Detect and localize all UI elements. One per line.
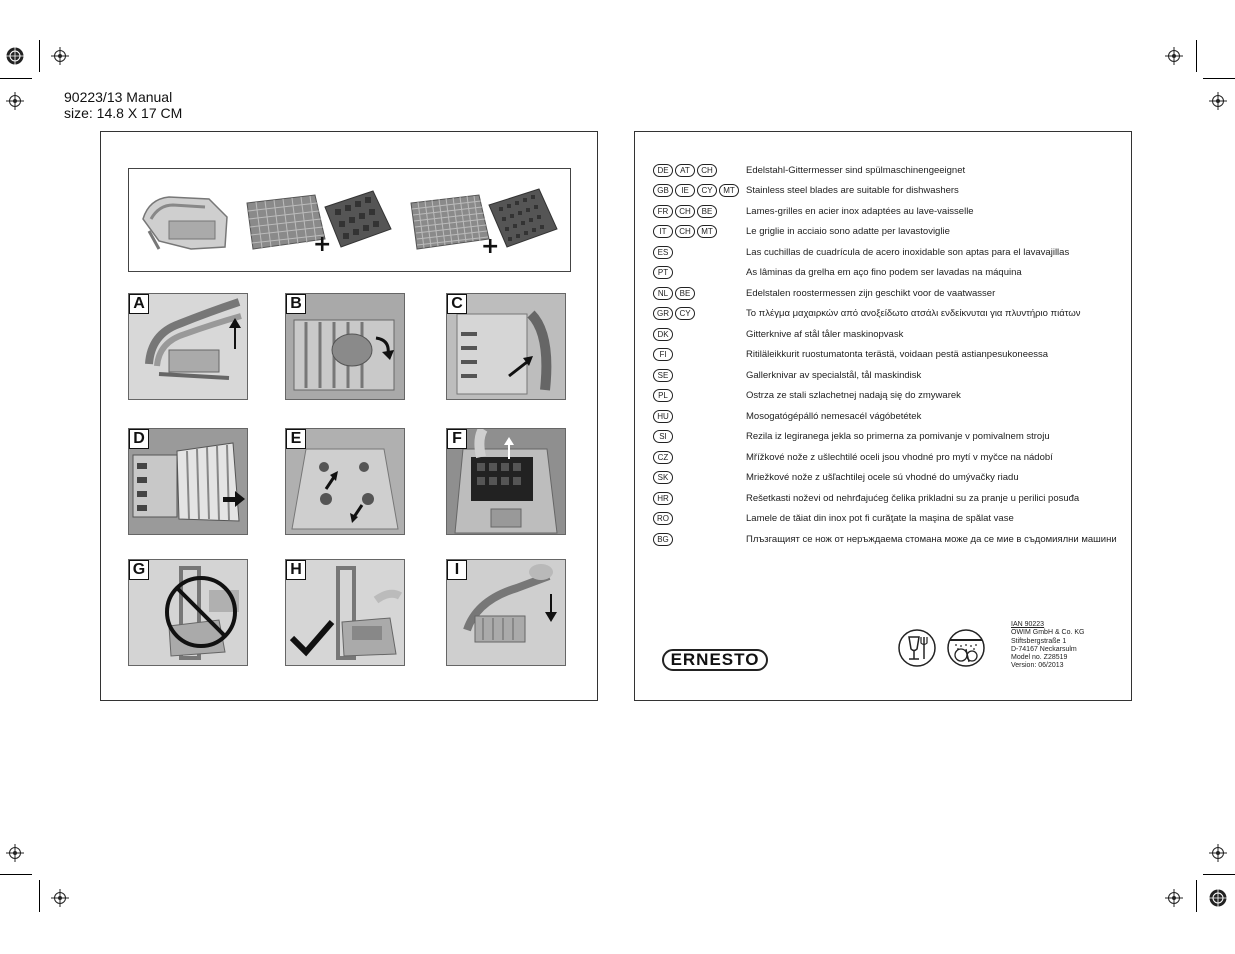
- country-codes: [653, 225, 746, 238]
- country-badge: SK: [653, 471, 673, 484]
- company-street: Stiftsbergstraße 1: [1011, 637, 1067, 645]
- country-badge: CH: [675, 205, 695, 218]
- lang-row-sk: [653, 469, 1019, 487]
- pusher-large-icon: [325, 191, 391, 247]
- step-h: [285, 559, 405, 666]
- dishwasher-info-panel: [634, 131, 1132, 701]
- manual-size: size: 14.8 X 17 CM: [64, 105, 183, 121]
- country-badge: PT: [653, 266, 673, 279]
- country-badge: BG: [653, 533, 673, 546]
- country-badge: MT: [719, 184, 739, 197]
- step-d: [128, 428, 248, 535]
- country-badge: RO: [653, 512, 673, 525]
- registration-disc-icon: [6, 47, 24, 65]
- trim-line: [0, 874, 32, 875]
- lang-row-hu: [653, 407, 921, 425]
- country-badge: HR: [653, 492, 673, 505]
- lang-text: Stainless steel blades are suitable for dishwashers: [746, 185, 959, 196]
- country-badge: FI: [653, 348, 673, 361]
- step-i: [446, 559, 566, 666]
- lang-text: Ostrza ze stali szlachetnej nadają się do zmywarek: [746, 390, 961, 401]
- parts-illustration: [129, 169, 570, 271]
- lang-row-nl: [653, 284, 995, 302]
- country-badge: CZ: [653, 451, 673, 464]
- country-badge: NL: [653, 287, 673, 300]
- country-codes: [653, 369, 746, 382]
- country-badge: CY: [697, 184, 717, 197]
- step-b: [285, 293, 405, 400]
- lang-text: As lâminas da grelha em aço fino podem ser lavadas na máquina: [746, 267, 1022, 278]
- country-codes: [653, 492, 746, 505]
- plus-icon: +: [481, 234, 500, 259]
- company-info: [1011, 621, 1085, 671]
- lang-row-cz: [653, 448, 1053, 466]
- step-letter: F: [447, 429, 467, 449]
- manual-id: 90223/13 Manual: [64, 89, 173, 105]
- registration-crosshair-icon: [1165, 889, 1183, 907]
- step-a: [128, 293, 248, 400]
- brand-logo: ERNESTO: [662, 649, 768, 671]
- lang-text: Mosogatógépálló nemesacél vágóbetétek: [746, 410, 922, 422]
- country-codes: [653, 246, 746, 259]
- country-badge: IE: [675, 184, 695, 197]
- lang-row-es: [653, 243, 1069, 261]
- country-badge: DK: [653, 328, 673, 341]
- country-codes: [653, 164, 746, 177]
- ian-number: IAN 90223: [1011, 621, 1045, 628]
- country-badge: DE: [653, 164, 673, 177]
- country-codes: [653, 430, 746, 443]
- lang-row-se: [653, 366, 921, 384]
- country-codes: [653, 328, 746, 341]
- registration-crosshair-icon: [1209, 844, 1227, 862]
- step-c: [446, 293, 566, 400]
- step-letter: I: [447, 560, 467, 580]
- lang-text: Edelstalen roostermessen zijn geschikt voor de vaatwasser: [746, 287, 996, 299]
- lang-text: Las cuchillas de cuadrícula de acero inoxidable son aptas para el lavavajillas: [746, 246, 1070, 258]
- registration-crosshair-icon: [51, 47, 69, 65]
- model-number: Model no. Z28519: [1011, 654, 1068, 662]
- country-badge: GB: [653, 184, 673, 197]
- trim-line: [1203, 874, 1235, 875]
- country-codes: [653, 307, 746, 320]
- country-codes: [653, 533, 746, 546]
- food-safe-icon: [897, 629, 937, 667]
- country-codes: [653, 205, 746, 218]
- lang-text: Gallerknivar av specialstål, tål maskindisk: [746, 369, 922, 381]
- country-codes: [653, 410, 746, 423]
- parts-overview: [128, 168, 571, 272]
- step-letter: B: [286, 294, 306, 314]
- lang-row-dk: [653, 325, 903, 343]
- registration-crosshair-icon: [1165, 47, 1183, 65]
- step-g: [128, 559, 248, 666]
- registration-crosshair-icon: [6, 92, 24, 110]
- country-badge: CH: [675, 225, 695, 238]
- instructions-panel: [100, 131, 598, 701]
- step-letter: G: [129, 560, 149, 580]
- country-badge: BE: [697, 205, 717, 218]
- country-badge: GR: [653, 307, 673, 320]
- lang-text: Το πλέγμα μαχαιρκών από ανοξείδωτο ατσάλι ενδείκνυται για πλυντήριο πιάτων: [746, 308, 1081, 319]
- country-codes: [653, 266, 746, 279]
- registration-disc-icon: [1209, 889, 1227, 907]
- country-codes: [653, 451, 746, 464]
- step-letter: A: [129, 294, 149, 314]
- lang-text: Lamele de tăiat din inox pot fi curăţate la maşina de spălat vase: [746, 513, 1014, 524]
- country-badge: CH: [697, 164, 717, 177]
- lang-text: Lames-grilles en acier inox adaptées au lave-vaisselle: [746, 205, 974, 217]
- trim-line: [0, 78, 32, 79]
- lang-row-it: [653, 223, 950, 241]
- step-letter: H: [286, 560, 306, 580]
- lang-row-si: [653, 428, 1050, 446]
- country-codes: [653, 184, 746, 197]
- lang-text: Rešetkasti noževi od nehrđajućeg čelika prikladni su za pranje u perilici posuđa: [746, 492, 1080, 504]
- step-letter: D: [129, 429, 149, 449]
- lang-text: Edelstahl-Gittermesser sind spülmaschinengeeignet: [746, 164, 966, 176]
- country-badge: MT: [697, 225, 717, 238]
- lang-row-bg: [653, 530, 1117, 548]
- step-letter: E: [286, 429, 306, 449]
- company-name: OWIM GmbH & Co. KG: [1011, 629, 1085, 637]
- lang-text: Mřížkové nože z ušlechtilé oceli jsou vhodné pro mytí v myčce na nádobí: [746, 451, 1053, 463]
- country-badge: SI: [653, 430, 673, 443]
- country-codes: [653, 389, 746, 402]
- lang-row-hr: [653, 489, 1079, 507]
- registration-crosshair-icon: [1209, 92, 1227, 110]
- country-codes: [653, 348, 746, 361]
- lang-text: Ritiläleikkurit ruostumatonta terästä, voidaan pestä astianpesukoneessa: [746, 349, 1049, 360]
- lang-row-de: [653, 161, 965, 179]
- country-badge: CY: [675, 307, 695, 320]
- country-badge: IT: [653, 225, 673, 238]
- country-badge: AT: [675, 164, 695, 177]
- lang-text: Mriežkové nože z ušľachtilej ocele sú vhodné do umývačky riadu: [746, 472, 1019, 483]
- country-badge: BE: [675, 287, 695, 300]
- country-codes: [653, 287, 746, 300]
- lang-row-ro: [653, 510, 1014, 528]
- lang-text: Плъзгащият се нож от неръждаема стомана може да се мие в съдомиялни машини: [746, 533, 1117, 545]
- country-codes: [653, 471, 746, 484]
- lang-row-pt: [653, 264, 1022, 282]
- country-badge: FR: [653, 205, 673, 218]
- lang-row-fi: [653, 346, 1048, 364]
- step-e: [285, 428, 405, 535]
- lang-row-gb: [653, 182, 959, 200]
- trim-line: [1203, 78, 1235, 79]
- trim-line: [1196, 40, 1197, 72]
- company-city: D-74167 Neckarsulm: [1011, 645, 1077, 653]
- lang-row-gr: [653, 305, 1081, 323]
- step-f: [446, 428, 566, 535]
- country-codes: [653, 512, 746, 525]
- step-letter: C: [447, 294, 467, 314]
- lang-row-fr: [653, 202, 974, 220]
- version: Version: 06/2013: [1011, 662, 1064, 670]
- country-badge: SE: [653, 369, 673, 382]
- blade-grid-small-icon: [411, 195, 489, 249]
- country-badge: PL: [653, 389, 673, 402]
- lang-text: Rezila iz legiranega jekla so primerna za pomivanje v pomivalnem stroju: [746, 431, 1050, 442]
- plus-icon: +: [313, 232, 332, 257]
- trim-line: [39, 880, 40, 912]
- lang-text: Le griglie in acciaio sono adatte per lavastoviglie: [746, 226, 950, 237]
- trim-line: [1196, 880, 1197, 912]
- registration-crosshair-icon: [51, 889, 69, 907]
- registration-crosshair-icon: [6, 844, 24, 862]
- lang-text: Gitterknive af stål tåler maskinopvask: [746, 328, 904, 340]
- country-badge: HU: [653, 410, 673, 423]
- trim-line: [39, 40, 40, 72]
- fry-cutter-icon: [143, 197, 227, 249]
- dishwasher-safe-icon: [946, 629, 986, 667]
- country-badge: ES: [653, 246, 673, 259]
- lang-row-pl: [653, 387, 961, 405]
